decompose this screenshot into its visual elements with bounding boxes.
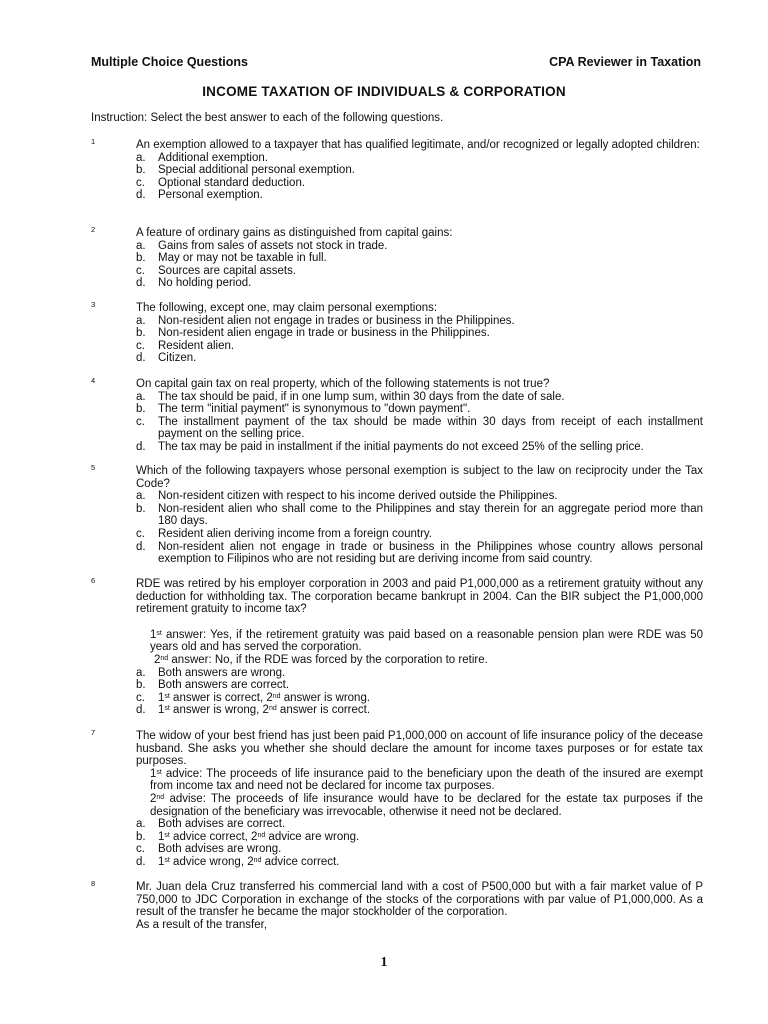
statement-1: 1st answer: Yes, if the retirement gratuity was paid based on a reasonable pension plan were RDE was 50 years old and has served the corporation. <box>150 628 703 654</box>
option: b. Non-resident alien who shall come to the Philippines and stay therein for an aggregate period more than 180 days. <box>136 502 703 528</box>
question-1 <box>91 139 703 202</box>
option: d. 1st advice wrong, 2nd advice correct. <box>136 855 340 868</box>
option: a. Non-resident alien not engage in trades or business in the Philippines. <box>136 314 515 327</box>
page-number: 1 <box>380 955 388 970</box>
question-stem: The following, except one, may claim personal exemptions: <box>136 302 438 314</box>
question-number: 3 <box>91 300 96 309</box>
option: a. The tax should be paid, if in one lump sum, within 30 days from the date of sale. <box>136 390 565 403</box>
statement-2: 2nd advise: The proceeds of life insurance would have to be declared for the estate tax purposes if the designation of the beneficiary was irrevocable, otherwise it need not be declared. <box>150 792 703 818</box>
option: a. Non-resident citizen with respect to his income derived outside the Philippines. <box>136 490 558 503</box>
question-stem: The widow of your best friend has just been paid P1,000,000 on account of life insurance policy of the decease husband. She asks you whether she should declare the amount for income taxes purposes or for estate tax purposes. <box>136 730 703 768</box>
question-5 <box>91 465 703 566</box>
option: c. The installment payment of the tax should be made within 30 days from receipt of each installment payment on the selling price. <box>136 415 703 441</box>
option: d. Non-resident alien not engage in trade or business in the Philippines whose country allows personal exemption to Filipinos who are not residing but are deriving income from said country. <box>136 540 703 566</box>
option: c. 1st answer is correct, 2nd answer is wrong. <box>136 691 371 704</box>
header-right: CPA Reviewer in Taxation <box>549 55 701 69</box>
option: c. Optional standard deduction. <box>136 176 306 189</box>
question-4 <box>91 378 703 454</box>
option: c. Resident alien. <box>136 339 235 352</box>
instruction: Instruction: Select the best answer to each of the following questions. <box>91 112 444 124</box>
question-stem: RDE was retired by his employer corporation in 2003 and paid P1,000,000 as a retirement gratuity without any deduction for withholding tax. The corporation became bankrupt in 2004. Can the BIR subject the P1,000,000 retirement gratuity to income tax? <box>136 578 703 616</box>
question-stem: Mr. Juan dela Cruz transferred his commercial land with a cost of P500,000 but with a fair market value of P 750,000 to JDC Corporation in exchange of the stocks of the corporations with par value of P1,000,000. As a result of the transfer he became the major stockholder of the corporation. <box>136 881 703 919</box>
header-left: Multiple Choice Questions <box>91 55 248 69</box>
document-title: INCOME TAXATION OF INDIVIDUALS & CORPORATION <box>202 84 566 99</box>
option: b. 1st advice correct, 2nd advice are wrong. <box>136 830 360 843</box>
question-stem: On capital gain tax on real property, which of the following statements is not true? <box>136 378 550 390</box>
option: a. Gains from sales of assets not stock in trade. <box>136 239 388 252</box>
question-3 <box>91 302 703 365</box>
question-6 <box>91 578 703 717</box>
option: c. Both advises are wrong. <box>136 843 282 856</box>
option: b. The term "initial payment" is synonymous to "down payment". <box>136 403 471 416</box>
question-number: 5 <box>91 463 96 472</box>
option: b. Both answers are correct. <box>136 679 290 692</box>
option: b. Special additional personal exemption. <box>136 164 355 177</box>
question-number: 2 <box>91 225 96 234</box>
option: d. 1st answer is wrong, 2nd answer is correct. <box>136 704 371 717</box>
option: c. Resident alien deriving income from a foreign country. <box>136 527 433 540</box>
question-continuation: As a result of the transfer, <box>136 918 268 931</box>
option: a. Both answers are wrong. <box>136 666 286 679</box>
question-7 <box>91 730 703 869</box>
question-stem: A feature of ordinary gains as distinguished from capital gains: <box>136 227 453 239</box>
option: b. Non-resident alien engage in trade or business in the Philippines. <box>136 327 490 340</box>
option: d. No holding period. <box>136 277 252 290</box>
option: d. The tax may be paid in installment if the initial payments do not exceed 25% of the selling price. <box>136 440 644 453</box>
option: d. Citizen. <box>136 352 197 365</box>
question-8 <box>91 881 703 931</box>
question-2 <box>91 227 703 290</box>
question-number: 1 <box>91 137 96 146</box>
question-stem: Which of the following taxpayers whose personal exemption is subject to the law on reciprocity under the Tax Code? <box>136 465 703 490</box>
option: a. Both advises are correct. <box>136 818 286 831</box>
option: d. Personal exemption. <box>136 189 263 202</box>
question-number: 8 <box>91 879 96 888</box>
option: a. Additional exemption. <box>136 151 268 164</box>
option: b. May or may not be taxable in full. <box>136 252 327 265</box>
question-number: 7 <box>91 728 96 737</box>
statement-2: 2nd answer: No, if the RDE was forced by the corporation to retire. <box>154 653 488 666</box>
question-stem: An exemption allowed to a taxpayer that has qualified legitimate, and/or recognized or legally adopted children: <box>136 139 700 151</box>
statement-1: 1st advice: The proceeds of life insurance paid to the beneficiary upon the death of the insured are exempt from income tax and need not be declared for income tax purposes. <box>150 767 703 793</box>
question-number: 4 <box>91 376 96 385</box>
question-number: 6 <box>91 576 96 585</box>
option: c. Sources are capital assets. <box>136 264 297 277</box>
